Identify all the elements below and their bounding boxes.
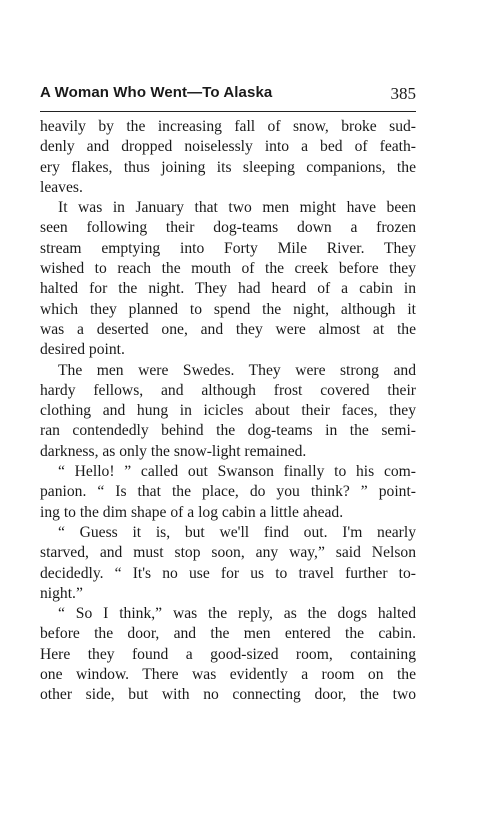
text-line: leaves. [40, 178, 83, 196]
text-line: darkness, as only the snow-light remained. [40, 442, 307, 460]
header-rule [40, 111, 416, 112]
text-line: ing to the dim shape of a log cabin a little ahead. [40, 503, 344, 521]
text-line: “ So I think,” was the reply, as the dogs halted [58, 605, 416, 623]
page-number: 385 [390, 84, 416, 103]
running-head-title: A Woman Who Went—To Alaska [40, 84, 273, 101]
text-line: night.” [40, 584, 83, 602]
text-line: Here they found a good-sized room, containing [40, 645, 416, 663]
text-line: The men were Swedes. They were strong and [58, 361, 416, 379]
text-line: seen following their dog-teams down a frozen [40, 219, 416, 237]
text-line: which they planned to spend the night, although it [40, 300, 416, 318]
text-line: halted for the night. They had heard of a cabin in [40, 280, 416, 298]
text-line: decidedly. “ It's no use for us to travel further to- [40, 564, 416, 582]
text-line: panion. “ Is that the place, do you think? ” point- [40, 483, 416, 501]
text-line: clothing and hung in icicles about their faces, they [40, 402, 416, 420]
text-line: heavily by the increasing fall of snow, broke sud- [40, 118, 416, 135]
text-line: one window. There was evidently a room on the [40, 666, 416, 684]
body-text [40, 117, 416, 706]
text-line: “ Hello! ” called out Swanson finally to his com- [58, 463, 416, 481]
text-line: denly and dropped noiselessly into a bed of feath- [40, 138, 416, 156]
text-line: was a deserted one, and they were almost at the [40, 320, 416, 338]
text-line: desired point. [40, 341, 125, 359]
text-line: ran contendedly behind the dog-teams in the semi- [40, 422, 416, 440]
text-line: starved, and must stop soon, any way,” said Nelson [40, 544, 416, 562]
text-line: hardy fellows, and although frost covered their [40, 381, 416, 399]
text-line: other side, but with no connecting door, the two [40, 686, 416, 704]
text-line: It was in January that two men might have been [58, 199, 416, 217]
text-line: before the door, and the men entered the cabin. [40, 625, 416, 643]
text-line: stream emptying into Forty Mile River. They [40, 239, 416, 257]
text-line: wished to reach the mouth of the creek before they [40, 260, 416, 278]
running-head [40, 84, 416, 110]
text-line: ery flakes, thus joining its sleeping companions, the [40, 158, 416, 176]
text-line: “ Guess it is, but we'll find out. I'm nearly [58, 523, 416, 541]
